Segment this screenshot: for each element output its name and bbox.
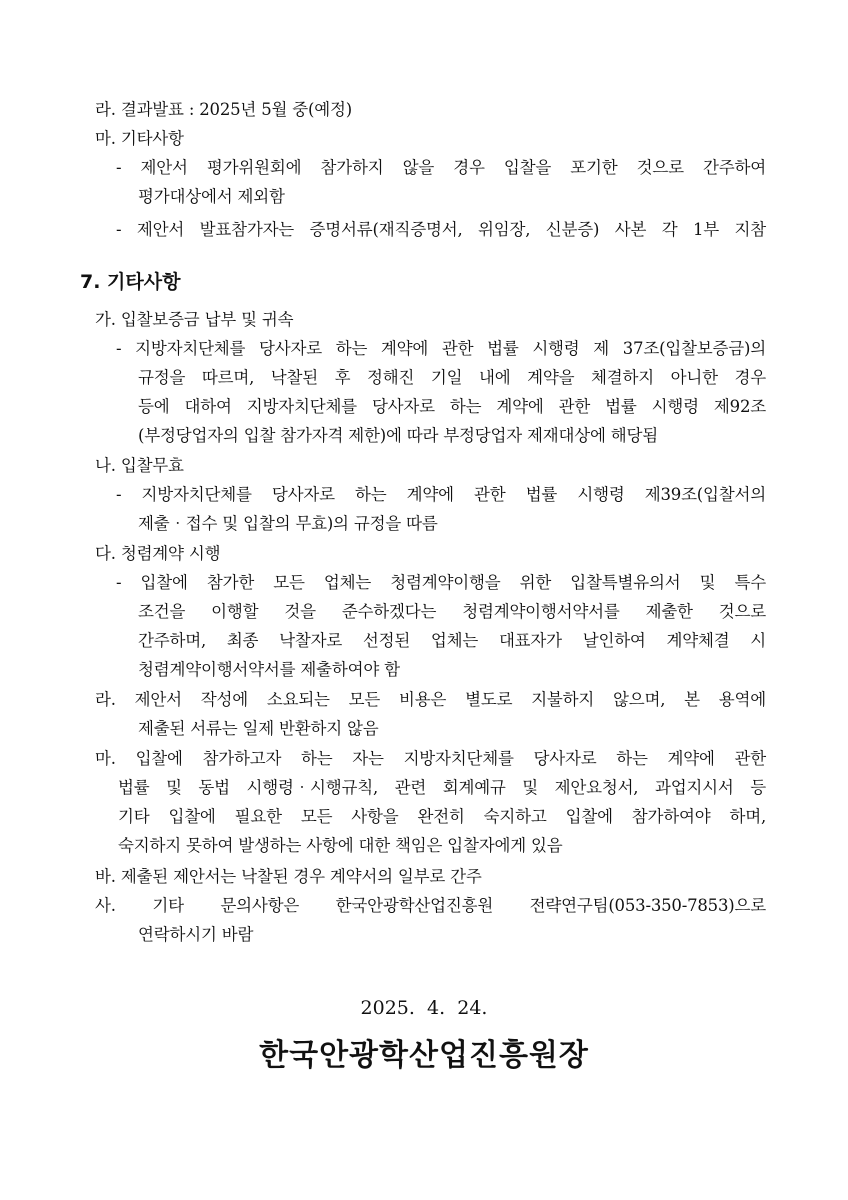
item-na-line-2: 제출‧접수 및 입찰의 무효)의 규정을 따름 [138, 514, 438, 533]
item-ga-line-3: 등에 대하여 지방자치단체를 당사자로 하는 계약에 관한 법률 시행령 제92조 [138, 397, 766, 416]
item-ga-line-2: 규정을 따르며, 낙찰된 후 정해진 기일 내에 계약을 체결하지 아니한 경우 [138, 368, 766, 387]
item-ba-line: 바. 제출된 제안서는 낙찰된 경우 계약서의 일부로 간주 [95, 867, 482, 886]
item-ma-line-3: 기타 입찰에 필요한 모든 사항을 완전히 숙지하고 입찰에 참가하여야 하며, [118, 807, 766, 826]
item-sa-line-2: 연락하시기 바람 [138, 925, 254, 944]
other-matters-bullet-1-line-1: - 제안서 평가위원회에 참가하지 않을 경우 입찰을 포기한 것으로 간주하여 [116, 158, 766, 177]
item-ma-line-1: 마. 입찰에 참가하고자 하는 자는 지방자치단체를 당사자로 하는 계약에 관한 [95, 749, 766, 768]
item-ga-line-1: - 지방자치단체를 당사자로 하는 계약에 관한 법률 시행령 제 37조(입찰보증금)의 [116, 339, 766, 358]
item-ga-title: 가. 입찰보증금 납부 및 귀속 [95, 310, 294, 329]
item-da-line-1: - 입찰에 참가한 모든 업체는 청렴계약이행을 위한 입찰특별유의서 및 특수 [116, 573, 766, 592]
item-da-line-2: 조건을 이행할 것을 준수하겠다는 청렴계약이행서약서를 제출한 것으로 [138, 602, 766, 621]
item-na-line-1: - 지방자치단체를 당사자로 하는 계약에 관한 법률 시행령 제39조(입찰서의 [116, 485, 766, 504]
document-date: 2025. 4. 24. [360, 997, 488, 1019]
item-da-line-4: 청렴계약이행서약서를 제출하여야 함 [138, 660, 400, 679]
issuer-signature: 한국안광학산업진흥원장 [259, 1038, 589, 1073]
item-da-line-3: 간주하며, 최종 낙찰자로 선정된 업체는 대표자가 날인하여 계약체결 시 [138, 631, 766, 650]
item-na-title: 나. 입찰무효 [95, 456, 184, 475]
item-sa-line-1: 사. 기타 문의사항은 한국안광학산업진흥원 전략연구팀(053-350-7853)으로 [95, 896, 766, 915]
other-matters-bullet-1-line-2: 평가대상에서 제외함 [138, 187, 285, 206]
item-ra-line-2: 제출된 서류는 일제 반환하지 않음 [138, 719, 379, 738]
item-ma-line-2: 법률 및 동법 시행령‧시행규칙, 관련 회계예규 및 제안요청서, 과업지시서 등 [118, 778, 766, 797]
item-da-title: 다. 청렴계약 시행 [95, 544, 221, 563]
item-ra-line-1: 라. 제안서 작성에 소요되는 모든 비용은 별도로 지불하지 않으며, 본 용역에 [95, 690, 766, 709]
section-7-title: 7. 기타사항 [80, 271, 181, 293]
item-other-matters: 마. 기타사항 [95, 129, 184, 148]
item-ma-line-4: 숙지하지 못하여 발생하는 사항에 대한 책임은 입찰자에게 있음 [118, 836, 563, 855]
item-ga-line-4: (부정당업자의 입찰 참가자격 제한)에 따라 부정당업자 제재대상에 해당됨 [138, 426, 658, 445]
other-matters-bullet-2: - 제안서 발표참가자는 증명서류(재직증명서, 위임장, 신분증) 사본 각 1부 지참 [116, 220, 766, 239]
item-result-announcement: 라. 결과발표 : 2025년 5월 중(예정) [95, 100, 352, 119]
